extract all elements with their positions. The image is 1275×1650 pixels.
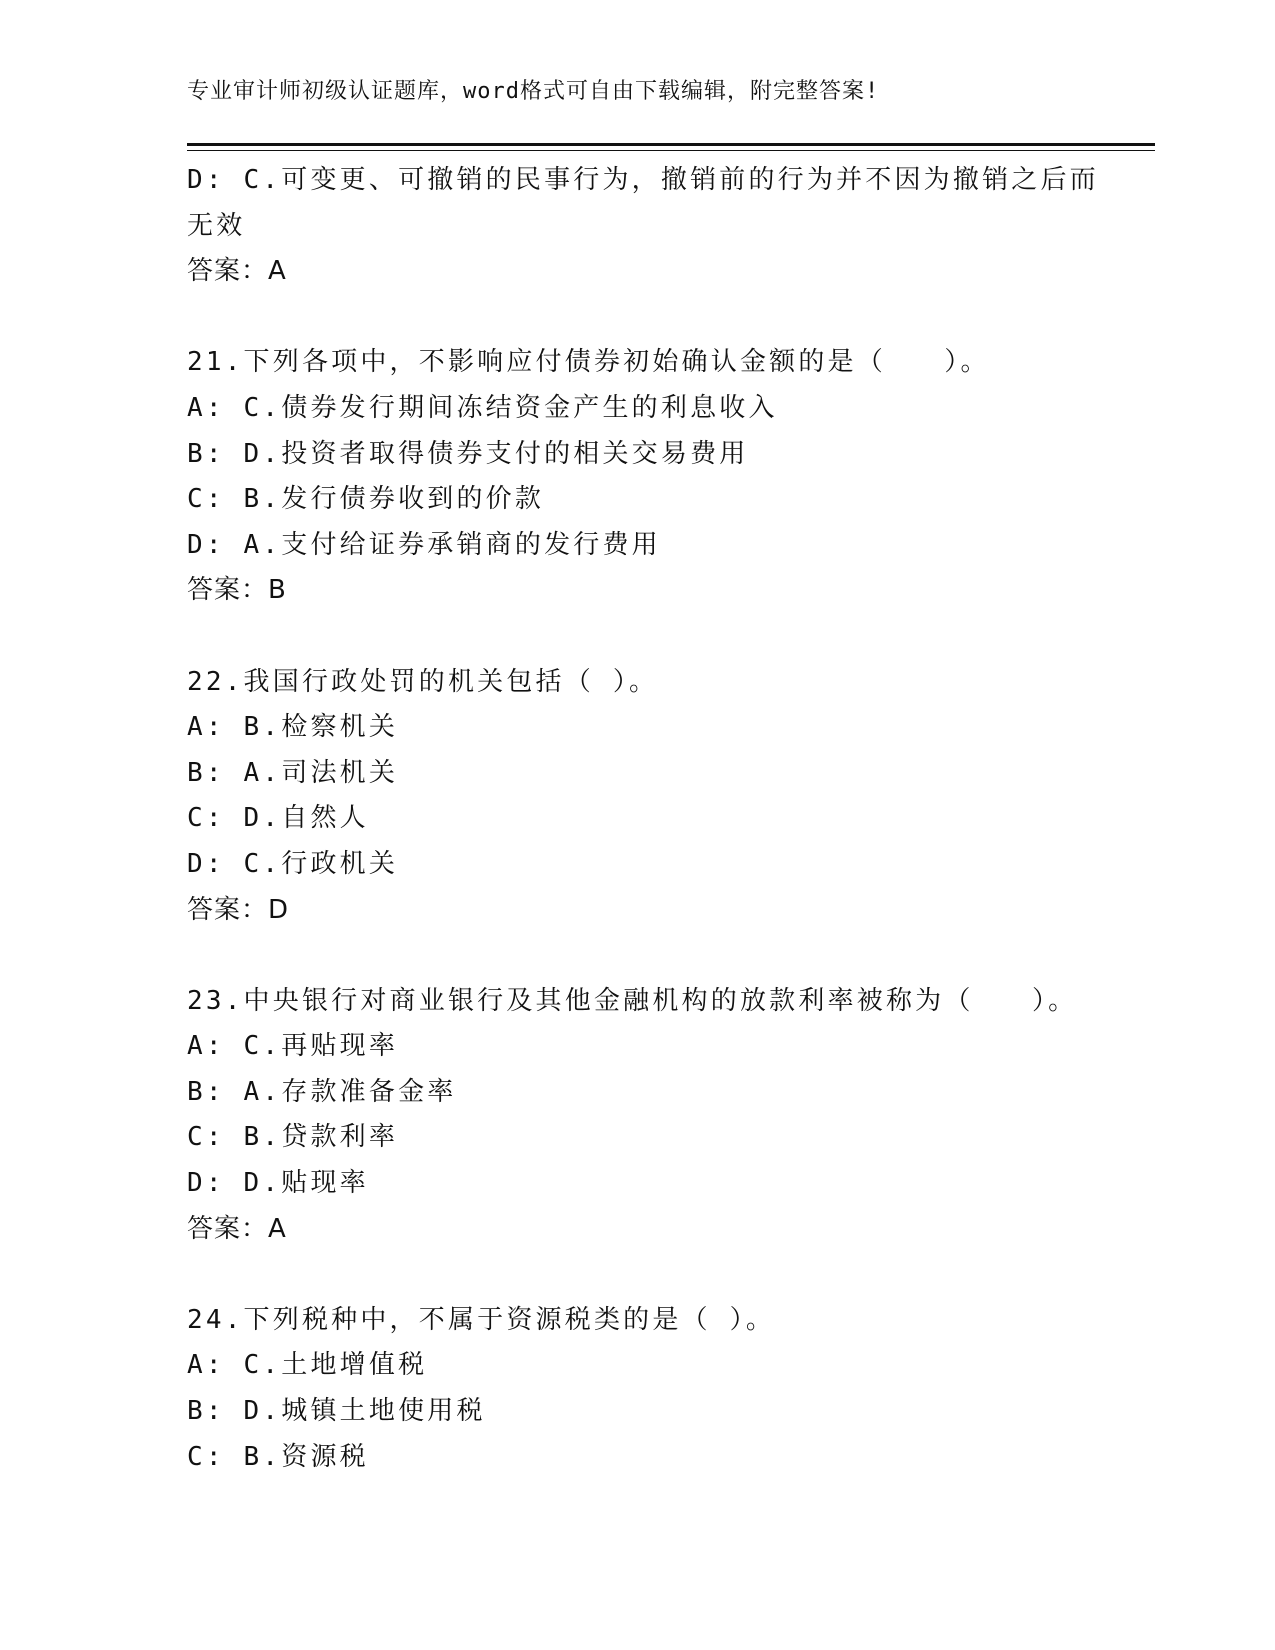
option-d: D: D.贴现率	[187, 1168, 369, 1199]
option-b: B: D.投资者取得债券支付的相关交易费用	[187, 438, 749, 469]
option-d: D: C.行政机关	[187, 848, 399, 879]
question-21	[187, 340, 1087, 614]
option-b: B: A.存款准备金率	[187, 1076, 457, 1107]
question-stem: 21.下列各项中，不影响应付债券初始确认金额的是（ ）。	[187, 347, 990, 378]
option-c: C: B.资源税	[187, 1441, 369, 1472]
question-22	[187, 660, 1087, 934]
option-d: D: A.支付给证券承销商的发行费用	[187, 529, 661, 560]
option-c: C: B.发行债券收到的价款	[187, 484, 545, 515]
option-b: B: D.城镇土地使用税	[187, 1396, 486, 1427]
continued-option-d-line1: D: C.可变更、可撤销的民事行为，撤销前的行为并不因为撤销之后而	[187, 165, 1099, 195]
question-24	[187, 1298, 1087, 1480]
spacer	[187, 614, 1087, 660]
question-content	[187, 158, 1099, 1480]
option-a: A: B.检察机关	[187, 712, 399, 743]
spacer	[187, 295, 1087, 341]
option-a: A: C.债券发行期间冻结资金产生的利息收入	[187, 392, 778, 423]
question-stem: 22.我国行政处罚的机关包括（ ）。	[187, 666, 659, 697]
option-a: A: C.再贴现率	[187, 1031, 399, 1062]
option-a: A: C.土地增值税	[187, 1350, 428, 1381]
question-23	[187, 979, 1087, 1253]
header-rule	[187, 143, 1155, 146]
continued-option-d-line2: 无效	[187, 210, 246, 241]
spacer	[187, 1252, 1087, 1298]
question-stem: 24.下列税种中，不属于资源税类的是（ ）。	[187, 1304, 776, 1335]
page-header: 专业审计师初级认证题库，word格式可自由下载编辑，附完整答案!	[187, 79, 880, 104]
question-answer: 答案：D	[187, 894, 290, 925]
option-b: B: A.司法机关	[187, 757, 399, 788]
header-rule-thin	[187, 150, 1155, 151]
spacer	[187, 933, 1087, 979]
option-c: C: D.自然人	[187, 803, 369, 834]
question-stem: 23.中央银行对商业银行及其他金融机构的放款利率被称为（ ）。	[187, 985, 1078, 1016]
question-answer: 答案：B	[187, 575, 287, 606]
continued-answer: 答案：A	[187, 256, 287, 287]
option-c: C: B.贷款利率	[187, 1122, 399, 1153]
question-answer: 答案：A	[187, 1213, 287, 1244]
